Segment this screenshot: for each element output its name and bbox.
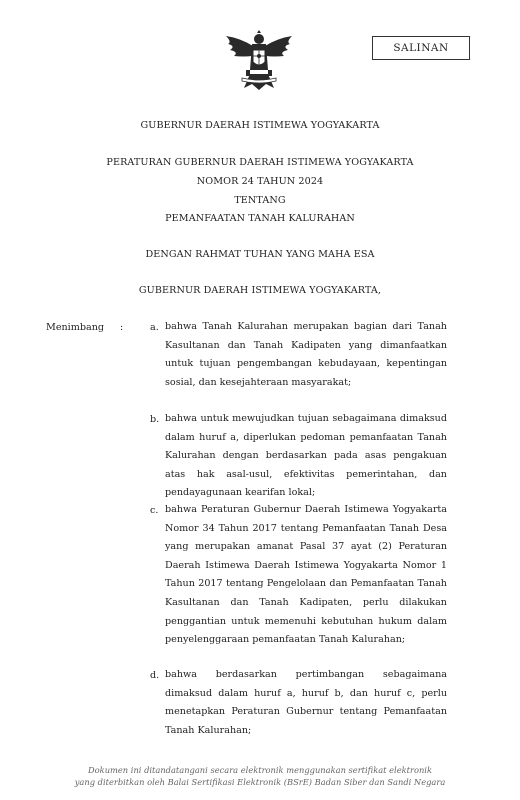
consideration-item-a: bahwa Tanah Kalurahan merupakan bagian dari Tanah Kasultanan dan Tanah Kadipaten yang dimanfaatkan untuk tujuan pengembangan kebudayaan, kepentingan sosial, dan kesejahteraan masyarakat; [165, 321, 447, 388]
item-letter-b: b. [150, 414, 160, 425]
regulation-type: PERATURAN GUBERNUR DAERAH ISTIMEWA YOGYAKARTA [106, 157, 414, 168]
governor-heading: GUBERNUR DAERAH ISTIMEWA YOGYAKARTA, [138, 285, 382, 296]
item-letter-d: d. [150, 670, 160, 681]
garuda-emblem-icon [222, 30, 296, 92]
item-letter-a: a. [150, 322, 159, 333]
salinan-stamp: SALINAN [372, 36, 470, 60]
footer-line-2: yang diterbitkan oleh Balai Sertifikasi Elektronik (BSrE) Badan Siber dan Sandi Negara [74, 777, 446, 787]
regulation-subject: PEMANFAATAN TANAH KALURAHAN [165, 213, 355, 224]
considering-label: Menimbang [46, 322, 105, 333]
consideration-item-d: bahwa berdasarkan pertimbangan sebagaimana dimaksud dalam huruf a, huruf b, dan huruf c, perlu menetapkan Peraturan Gubernur tentang Pemanfaatan Tanah Kalurahan; [165, 669, 447, 736]
item-letter-c: c. [150, 505, 159, 516]
issuer-heading: GUBERNUR DAERAH ISTIMEWA YOGYAKARTA [140, 120, 380, 131]
invocation: DENGAN RAHMAT TUHAN YANG MAHA ESA [145, 249, 375, 260]
electronic-signature-note [0, 764, 520, 788]
considering-colon: : [120, 322, 124, 333]
about-label: TENTANG [234, 195, 286, 206]
consideration-item-b: bahwa untuk mewujudkan tujuan sebagaimana dimaksud dalam huruf a, diperlukan pedoman pemanfaatan Tanah Kalurahan dengan berdasarkan pada asas pengakuan atas hak asal-usul, efektivitas pemerintahan, dan pendayagunaan kearifan lokal; [165, 413, 447, 499]
footer-line-1: Dokumen ini ditandatangani secara elektronik menggunakan sertifikat elektronik [88, 765, 432, 775]
consideration-item-c: bahwa Peraturan Gubernur Daerah Istimewa Yogyakarta Nomor 34 Tahun 2017 tentang Pemanfaatan Tanah Desa yang merupakan amanat Pasal 37 ayat (2) Peraturan Daerah Istimewa Daerah Istimewa Yogyakarta Nomor 1 Tahun 2017 tentang Pengelolaan dan Pemanfaatan Tanah Kasultanan dan Tanah Kadipaten, perlu dilakukan penggantian untuk memenuhi kebutuhan hukum dalam penyelenggaraan pemanfaatan Tanah Kalurahan; [165, 504, 447, 646]
regulation-number: NOMOR 24 TAHUN 2024 [196, 176, 324, 187]
